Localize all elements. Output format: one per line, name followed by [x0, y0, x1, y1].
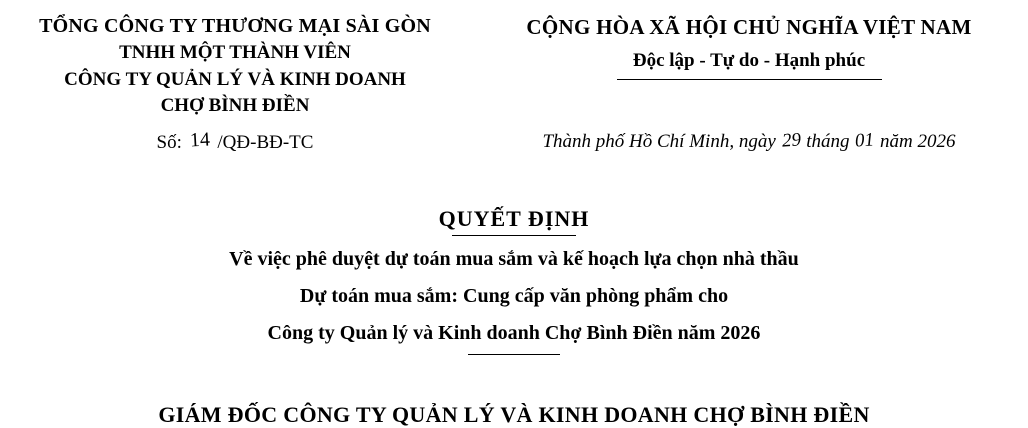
- document-number-value: 14: [189, 128, 211, 152]
- national-name: CỘNG HÒA XÃ HỘI CHỦ NGHĨA VIỆT NAM: [526, 15, 972, 39]
- date-year-value: 2026: [917, 130, 956, 152]
- organization-line-3: CÔNG TY QUẢN LÝ VÀ KINH DOANH: [64, 69, 406, 91]
- document-title-underline: [452, 235, 576, 236]
- date-day-value: 29: [780, 129, 802, 152]
- document-title-block: [0, 206, 1028, 355]
- organization-line-2: TNHH MỘT THÀNH VIÊN: [119, 41, 351, 63]
- national-motto-underline: [617, 79, 882, 80]
- date-year-label: năm: [880, 130, 913, 152]
- place-and-date-block: [470, 131, 1028, 153]
- date-month-value: 01: [854, 129, 875, 152]
- document-title: QUYẾT ĐỊNH: [438, 205, 590, 231]
- national-heading-block: [470, 14, 1028, 80]
- issuing-authority-line: GIÁM ĐỐC CÔNG TY QUẢN LÝ VÀ KINH DOANH CHỢ BÌNH ĐIỀN: [158, 401, 870, 427]
- document-subtitle-line-2: Dự toán mua sắm: Cung cấp văn phòng phẩm cho: [299, 285, 729, 308]
- national-motto: Độc lập - Tự do - Hạnh phúc: [632, 50, 866, 72]
- document-subtitle-underline: [468, 354, 560, 355]
- document-number-suffix: /QĐ-BĐ-TC: [217, 131, 314, 153]
- document-number-label: Số:: [156, 131, 182, 153]
- date-month-label: tháng: [806, 130, 850, 152]
- document-subtitle-line-3: Công ty Quản lý và Kinh doanh Chợ Bình Điền năm 2026: [267, 322, 761, 345]
- document-number-block: [0, 128, 470, 154]
- document-subtitle-line-1: Về việc phê duyệt dự toán mua sắm và kế hoạch lựa chọn nhà thầu: [229, 247, 799, 270]
- organization-line-1: TỔNG CÔNG TY THƯƠNG MẠI SÀI GÒN: [39, 15, 431, 37]
- document-number-and-date-row: [0, 128, 1028, 154]
- issuing-organization-block: [0, 14, 470, 119]
- organization-line-4: CHỢ BÌNH ĐIỀN: [160, 94, 310, 116]
- place-date-prefix: Thành phố Hồ Chí Minh, ngày: [542, 130, 776, 152]
- document-header: [0, 0, 1028, 119]
